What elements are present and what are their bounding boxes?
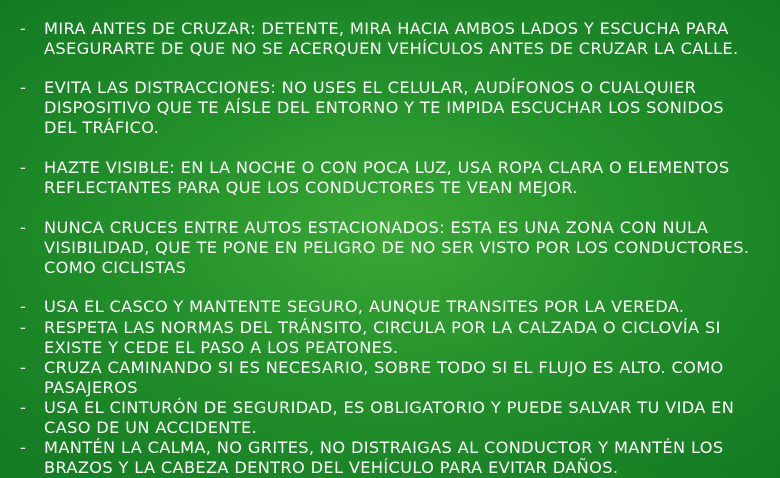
tip-text: MANTÉN LA CALMA, NO GRITES, NO DISTRAIGAS AL CONDUCTOR Y MANTÉN LOS BRAZOS Y LA CABEZA DENTRO DEL VEHÍCULO PARA EVITAR DAÑOS. bbox=[44, 438, 724, 477]
bullet-dash: - bbox=[20, 438, 27, 457]
bullet-dash: - bbox=[20, 398, 27, 417]
tip-text: HAZTE VISIBLE: EN LA NOCHE O CON POCA LUZ, USA ROPA CLARA O ELEMENTOS REFLECTANTES PARA QUE LOS CONDUCTORES TE VEAN MEJOR. bbox=[44, 158, 730, 197]
bullet-dash: - bbox=[20, 318, 27, 337]
tip-text: RESPETA LAS NORMAS DEL TRÁNSITO, CIRCULA POR LA CALZADA O CICLOVÍA SI EXISTE Y CEDE EL PASO A LOS PEATONES. bbox=[44, 318, 721, 357]
tip-text: NUNCA CRUCES ENTRE AUTOS ESTACIONADOS: ESTA ES UNA ZONA CON NULA VISIBILIDAD, QUE TE PONE EN PELIGRO DE NO SER VISTO POR LOS CONDUCTORES. COMO CICLISTAS bbox=[44, 218, 750, 277]
tip-text: CRUZA CAMINANDO SI ES NECESARIO, SOBRE TODO SI EL FLUJO ES ALTO. COMO PASAJEROS bbox=[44, 358, 724, 397]
bullet-dash: - bbox=[20, 358, 27, 377]
bullet-dash: - bbox=[20, 158, 27, 177]
bullet-dash: - bbox=[20, 218, 27, 237]
tip-text: MIRA ANTES DE CRUZAR: DETENTE, MIRA HACIA AMBOS LADOS Y ESCUCHA PARA ASEGURARTE DE QUE NO SE ACERQUEN VEHÍCULOS ANTES DE CRUZAR LA CALLE. bbox=[44, 19, 739, 58]
tip-text: USA EL CINTURÓN DE SEGURIDAD, ES OBLIGATORIO Y PUEDE SALVAR TU VIDA EN CASO DE UN ACCIDENTE. bbox=[44, 398, 735, 437]
bullet-dash: - bbox=[20, 78, 27, 97]
tip-text: EVITA LAS DISTRACCIONES: NO USES EL CELULAR, AUDÍFONOS O CUALQUIER DISPOSITIVO QUE TE AÍSLE DEL ENTORNO Y TE IMPIDA ESCUCHAR LOS SONIDOS DEL TRÁFICO. bbox=[44, 78, 724, 137]
bullet-dash: - bbox=[20, 297, 27, 316]
bullet-dash: - bbox=[20, 19, 27, 38]
tip-text: USA EL CASCO Y MANTENTE SEGURO, AUNQUE TRANSITES POR LA VEREDA. bbox=[44, 297, 685, 316]
